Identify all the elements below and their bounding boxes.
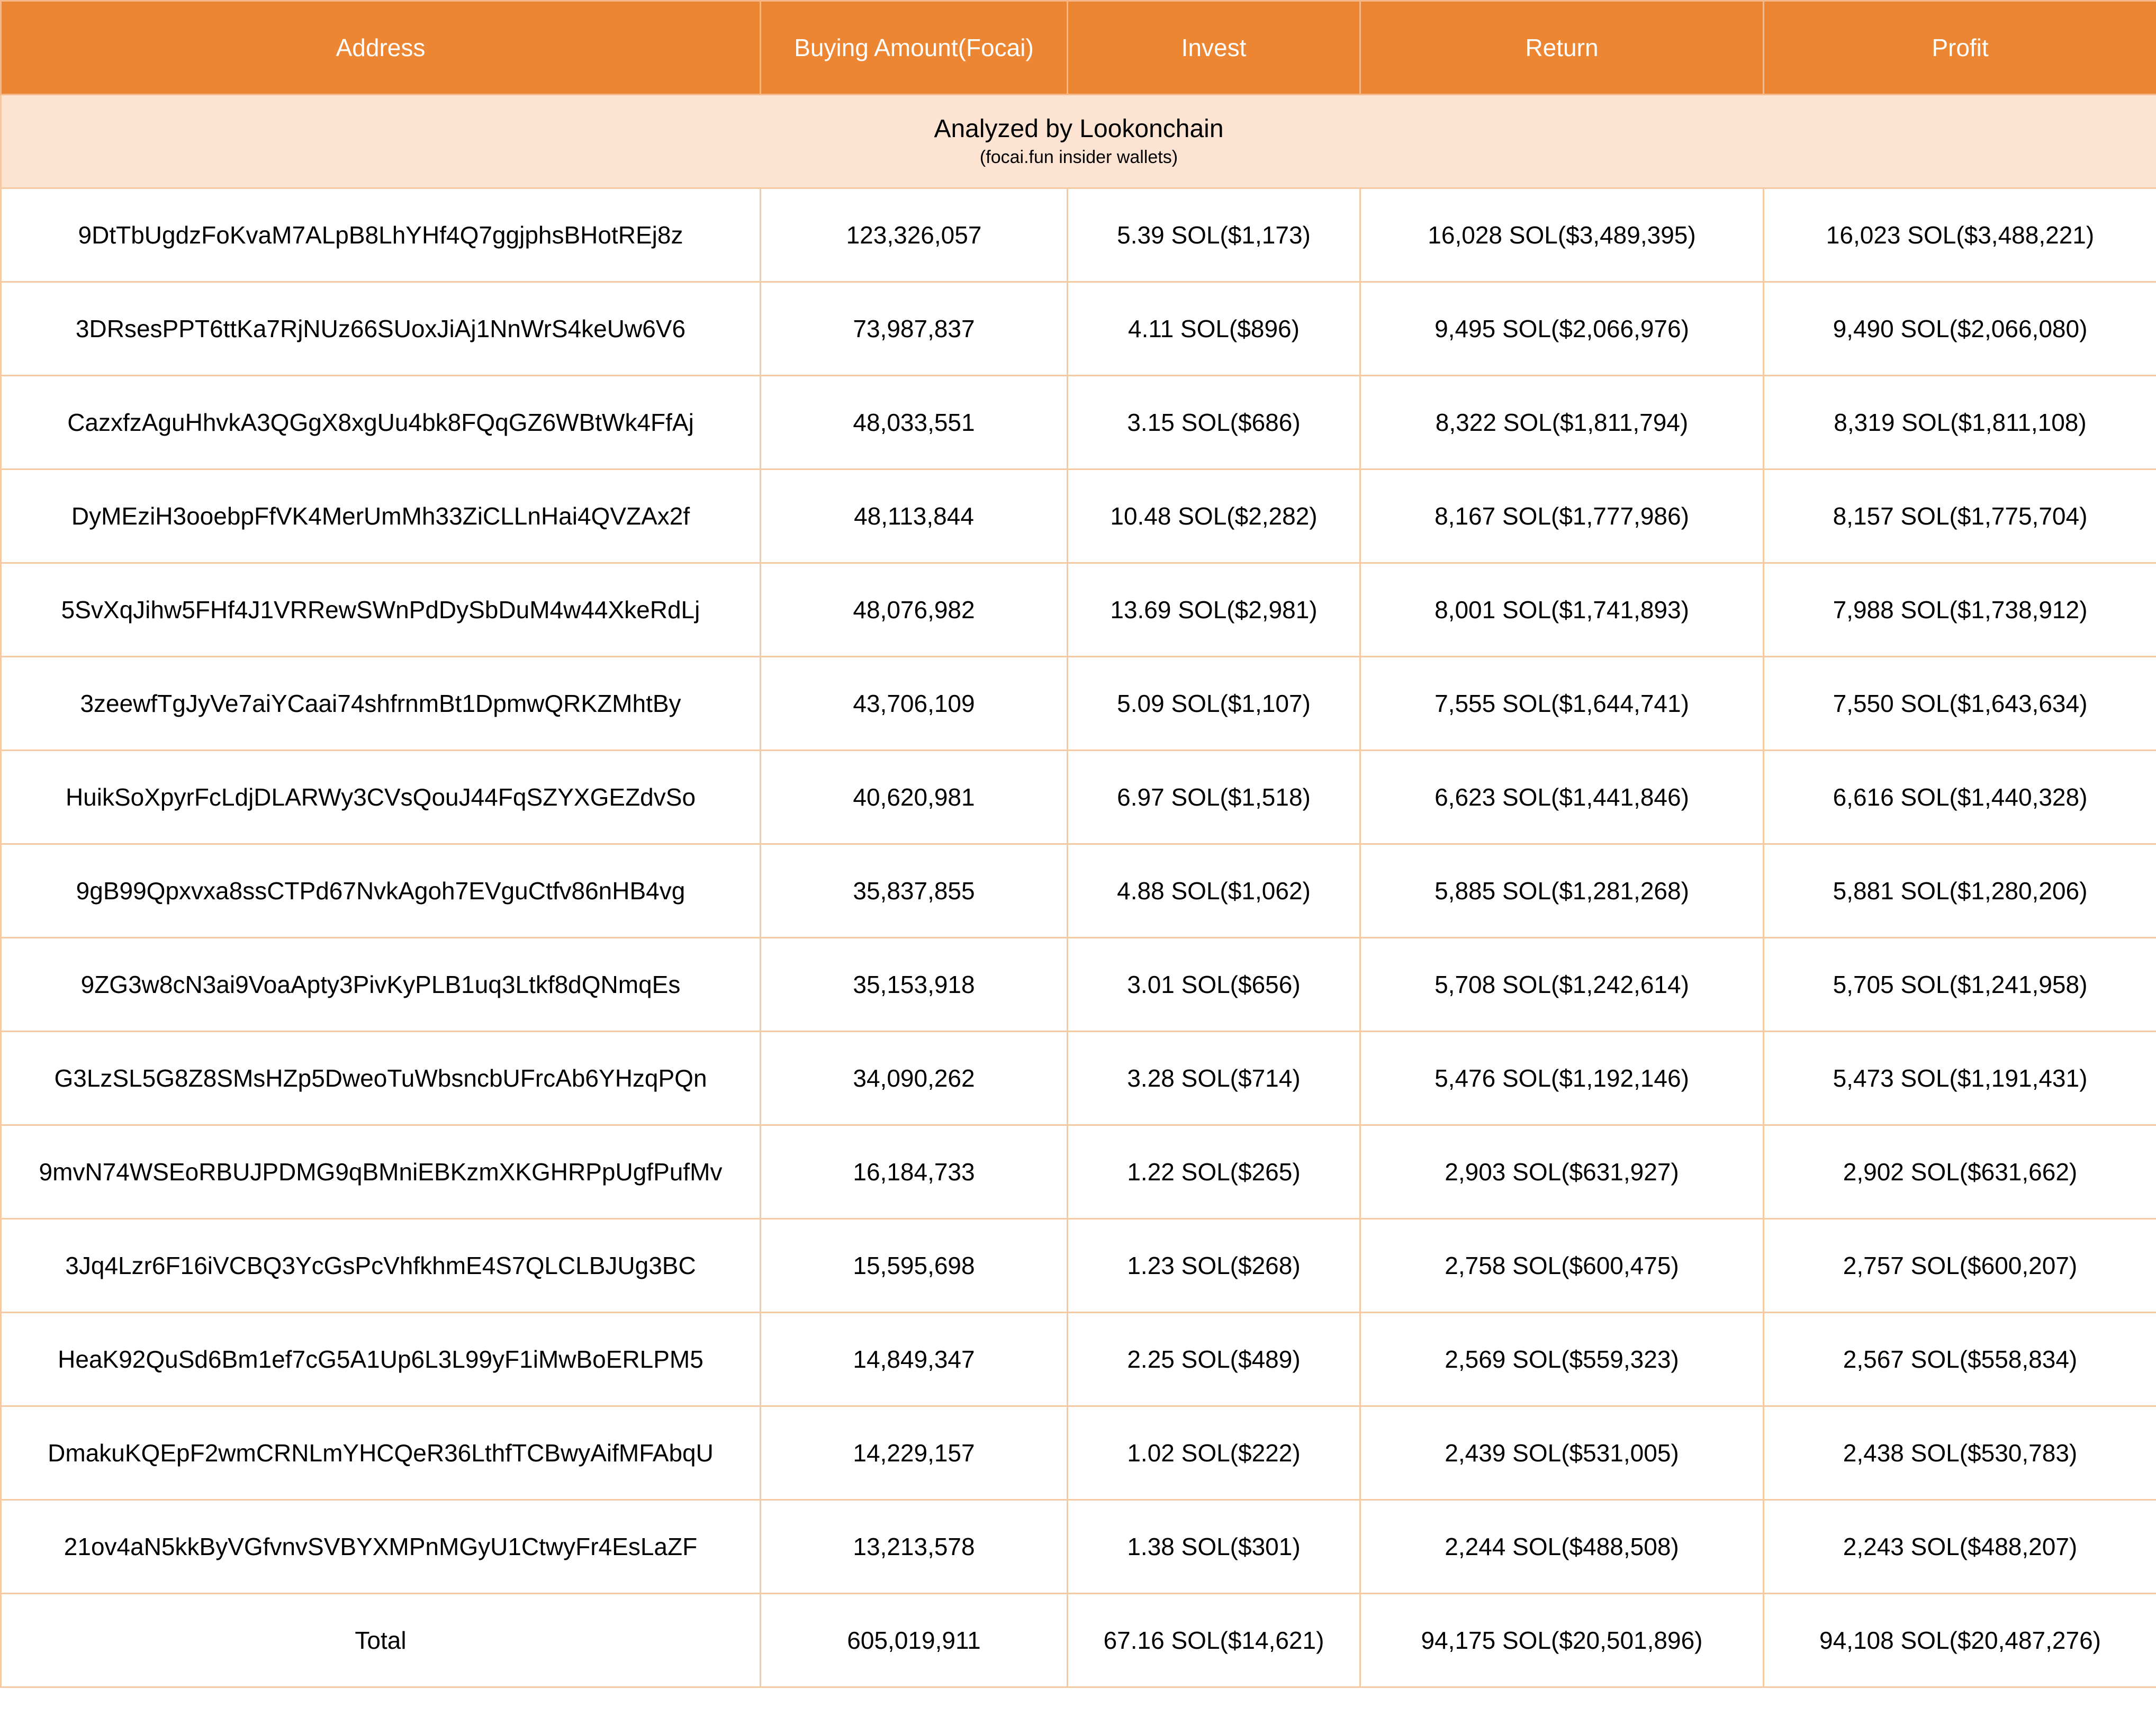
banner-title: Analyzed by Lookonchain [934, 115, 1224, 143]
cell-return: 2,758 SOL($600,475) [1360, 1219, 1764, 1313]
cell-invest: 4.88 SOL($1,062) [1068, 844, 1360, 938]
cell-profit: 5,705 SOL($1,241,958) [1764, 938, 2156, 1032]
total-profit: 94,108 SOL($20,487,276) [1764, 1594, 2156, 1687]
cell-address: DmakuKQEpF2wmCRNLmYHCQeR36LthfTCBwyAifMFAbqU [1, 1406, 761, 1500]
cell-invest: 3.01 SOL($656) [1068, 938, 1360, 1032]
cell-profit: 2,243 SOL($488,207) [1764, 1500, 2156, 1594]
table-row [1, 1500, 2156, 1594]
table-row [1, 1125, 2156, 1219]
cell-address: 3Jq4Lzr6F16iVCBQ3YcGsPcVhfkhmE4S7QLCLBJUg3BC [1, 1219, 761, 1313]
cell-buying-amount: 48,113,844 [761, 469, 1068, 563]
cell-buying-amount: 43,706,109 [761, 657, 1068, 751]
analysis-banner [1, 95, 2156, 188]
cell-buying-amount: 14,229,157 [761, 1406, 1068, 1500]
cell-return: 8,322 SOL($1,811,794) [1360, 376, 1764, 469]
cell-return: 16,028 SOL($3,489,395) [1360, 188, 1764, 282]
table-row [1, 1032, 2156, 1125]
cell-address: 5SvXqJihw5FHf4J1VRRewSWnPdDySbDuM4w44XkeRdLj [1, 563, 761, 657]
table-row [1, 282, 2156, 376]
header-return: Return [1360, 1, 1764, 95]
cell-buying-amount: 123,326,057 [761, 188, 1068, 282]
total-row [1, 1594, 2156, 1687]
cell-invest: 3.28 SOL($714) [1068, 1032, 1360, 1125]
cell-invest: 6.97 SOL($1,518) [1068, 751, 1360, 844]
cell-buying-amount: 16,184,733 [761, 1125, 1068, 1219]
cell-invest: 4.11 SOL($896) [1068, 282, 1360, 376]
cell-invest: 1.23 SOL($268) [1068, 1219, 1360, 1313]
cell-address: HuikSoXpyrFcLdjDLARWy3CVsQouJ44FqSZYXGEZdvSo [1, 751, 761, 844]
cell-profit: 2,438 SOL($530,783) [1764, 1406, 2156, 1500]
banner-subtitle: (focai.fun insider wallets) [979, 147, 1178, 167]
cell-return: 5,476 SOL($1,192,146) [1360, 1032, 1764, 1125]
table-row [1, 1219, 2156, 1313]
cell-return: 2,569 SOL($559,323) [1360, 1313, 1764, 1406]
cell-profit: 2,567 SOL($558,834) [1764, 1313, 2156, 1406]
cell-profit: 2,757 SOL($600,207) [1764, 1219, 2156, 1313]
cell-address: CazxfzAguHhvkA3QGgX8xgUu4bk8FQqGZ6WBtWk4FfAj [1, 376, 761, 469]
cell-return: 2,903 SOL($631,927) [1360, 1125, 1764, 1219]
cell-buying-amount: 35,837,855 [761, 844, 1068, 938]
header-address: Address [1, 1, 761, 95]
table-row [1, 1406, 2156, 1500]
cell-return: 8,167 SOL($1,777,986) [1360, 469, 1764, 563]
table-row [1, 751, 2156, 844]
table-row [1, 1313, 2156, 1406]
cell-buying-amount: 35,153,918 [761, 938, 1068, 1032]
cell-buying-amount: 13,213,578 [761, 1500, 1068, 1594]
table-row [1, 188, 2156, 282]
header-invest: Invest [1068, 1, 1360, 95]
cell-profit: 16,023 SOL($3,488,221) [1764, 188, 2156, 282]
cell-return: 5,708 SOL($1,242,614) [1360, 938, 1764, 1032]
cell-address: 9ZG3w8cN3ai9VoaApty3PivKyPLB1uq3Ltkf8dQNmqEs [1, 938, 761, 1032]
cell-buying-amount: 48,076,982 [761, 563, 1068, 657]
cell-address: 21ov4aN5kkByVGfvnvSVBYXMPnMGyU1CtwyFr4EsLaZF [1, 1500, 761, 1594]
table-row [1, 938, 2156, 1032]
total-invest: 67.16 SOL($14,621) [1068, 1594, 1360, 1687]
cell-buying-amount: 15,595,698 [761, 1219, 1068, 1313]
cell-invest: 5.09 SOL($1,107) [1068, 657, 1360, 751]
cell-profit: 6,616 SOL($1,440,328) [1764, 751, 2156, 844]
cell-buying-amount: 73,987,837 [761, 282, 1068, 376]
cell-return: 2,439 SOL($531,005) [1360, 1406, 1764, 1500]
cell-return: 8,001 SOL($1,741,893) [1360, 563, 1764, 657]
cell-profit: 7,550 SOL($1,643,634) [1764, 657, 2156, 751]
cell-address: G3LzSL5G8Z8SMsHZp5DweoTuWbsncbUFrcAb6YHzqPQn [1, 1032, 761, 1125]
total-label: Total [1, 1594, 761, 1687]
cell-invest: 5.39 SOL($1,173) [1068, 188, 1360, 282]
table-row [1, 376, 2156, 469]
cell-return: 9,495 SOL($2,066,976) [1360, 282, 1764, 376]
cell-buying-amount: 14,849,347 [761, 1313, 1068, 1406]
table-row [1, 844, 2156, 938]
cell-invest: 3.15 SOL($686) [1068, 376, 1360, 469]
cell-address: DyMEziH3ooebpFfVK4MerUmMh33ZiCLLnHai4QVZAx2f [1, 469, 761, 563]
cell-address: 3zeewfTgJyVe7aiYCaai74shfrnmBt1DpmwQRKZMhtBy [1, 657, 761, 751]
cell-return: 6,623 SOL($1,441,846) [1360, 751, 1764, 844]
cell-buying-amount: 48,033,551 [761, 376, 1068, 469]
cell-address: 3DRsesPPT6ttKa7RjNUz66SUoxJiAj1NnWrS4keUw6V6 [1, 282, 761, 376]
cell-address: HeaK92QuSd6Bm1ef7cG5A1Up6L3L99yF1iMwBoERLPM5 [1, 1313, 761, 1406]
cell-address: 9gB99Qpxvxa8ssCTPd67NvkAgoh7EVguCtfv86nHB4vg [1, 844, 761, 938]
cell-invest: 1.38 SOL($301) [1068, 1500, 1360, 1594]
cell-profit: 7,988 SOL($1,738,912) [1764, 563, 2156, 657]
cell-address: 9mvN74WSEoRBUJPDMG9qBMniEBKzmXKGHRPpUgfPufMv [1, 1125, 761, 1219]
cell-invest: 1.02 SOL($222) [1068, 1406, 1360, 1500]
table-header-row [1, 1, 2156, 95]
analysis-banner-row [1, 95, 2156, 188]
cell-buying-amount: 34,090,262 [761, 1032, 1068, 1125]
total-buying-amount: 605,019,911 [761, 1594, 1068, 1687]
cell-buying-amount: 40,620,981 [761, 751, 1068, 844]
cell-profit: 5,473 SOL($1,191,431) [1764, 1032, 2156, 1125]
table-row [1, 563, 2156, 657]
cell-profit: 9,490 SOL($2,066,080) [1764, 282, 2156, 376]
cell-profit: 8,157 SOL($1,775,704) [1764, 469, 2156, 563]
cell-profit: 8,319 SOL($1,811,108) [1764, 376, 2156, 469]
header-profit: Profit [1764, 1, 2156, 95]
table-row [1, 657, 2156, 751]
cell-profit: 5,881 SOL($1,280,206) [1764, 844, 2156, 938]
cell-invest: 10.48 SOL($2,282) [1068, 469, 1360, 563]
cell-return: 2,244 SOL($488,508) [1360, 1500, 1764, 1594]
cell-return: 5,885 SOL($1,281,268) [1360, 844, 1764, 938]
cell-address: 9DtTbUgdzFoKvaM7ALpB8LhYHf4Q7ggjphsBHotREj8z [1, 188, 761, 282]
cell-invest: 1.22 SOL($265) [1068, 1125, 1360, 1219]
cell-return: 7,555 SOL($1,644,741) [1360, 657, 1764, 751]
cell-invest: 13.69 SOL($2,981) [1068, 563, 1360, 657]
header-buying-amount: Buying Amount(Focai) [761, 1, 1068, 95]
table-row [1, 469, 2156, 563]
total-return: 94,175 SOL($20,501,896) [1360, 1594, 1764, 1687]
cell-profit: 2,902 SOL($631,662) [1764, 1125, 2156, 1219]
cell-invest: 2.25 SOL($489) [1068, 1313, 1360, 1406]
